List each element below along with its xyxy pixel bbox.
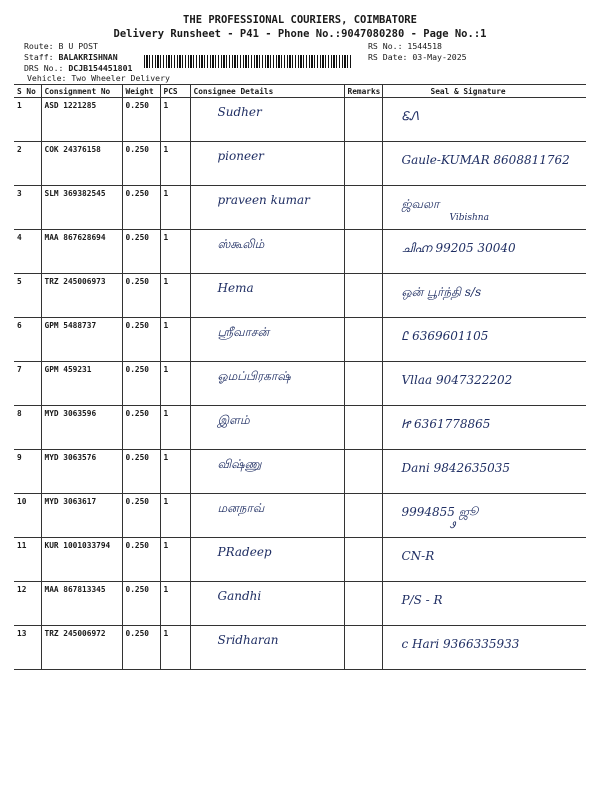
cell-signature bbox=[382, 538, 586, 582]
cell-remarks bbox=[344, 186, 382, 230]
cell-sno: 1 bbox=[14, 98, 41, 142]
cell-remarks bbox=[344, 538, 382, 582]
cell-weight: 0.250 bbox=[122, 230, 160, 274]
cell-consignee bbox=[190, 538, 344, 582]
table-row bbox=[14, 538, 586, 582]
signature-handwriting: Dani 9842635035 bbox=[401, 461, 511, 475]
cell-consignment: KUR 1001033794 bbox=[41, 538, 122, 582]
cell-signature bbox=[382, 186, 586, 230]
cell-weight: 0.250 bbox=[122, 406, 160, 450]
cell-sno: 8 bbox=[14, 406, 41, 450]
cell-remarks bbox=[344, 142, 382, 186]
cell-remarks bbox=[344, 230, 382, 274]
table-header-row bbox=[14, 85, 586, 98]
cell-sno: 3 bbox=[14, 186, 41, 230]
col-seal: Seal & Signature bbox=[382, 85, 586, 98]
cell-remarks bbox=[344, 274, 382, 318]
cell-signature bbox=[382, 450, 586, 494]
consignee-handwriting: ஓமப்பிரகாஷ் bbox=[217, 369, 291, 383]
col-pcs: PCS bbox=[160, 85, 190, 98]
cell-consignment: MYD 3063617 bbox=[41, 494, 122, 538]
cell-remarks bbox=[344, 362, 382, 406]
cell-signature bbox=[382, 362, 586, 406]
runsheet-table bbox=[14, 84, 586, 670]
consignee-handwriting: pioneer bbox=[217, 149, 264, 163]
cell-consignment: COK 24376158 bbox=[41, 142, 122, 186]
col-sno: S No bbox=[14, 85, 41, 98]
table-row bbox=[14, 230, 586, 274]
cell-consignment: MYD 3063596 bbox=[41, 406, 122, 450]
cell-sno: 11 bbox=[14, 538, 41, 582]
cell-consignee bbox=[190, 318, 344, 362]
signature-handwriting: ᏋᏁ bbox=[401, 109, 420, 123]
cell-consignee bbox=[190, 406, 344, 450]
cell-sno: 2 bbox=[14, 142, 41, 186]
signature-note: Ꮽ bbox=[449, 521, 456, 531]
cell-consignment: ASD 1221285 bbox=[41, 98, 122, 142]
cell-consignment: MYD 3063576 bbox=[41, 450, 122, 494]
cell-sno: 4 bbox=[14, 230, 41, 274]
cell-sno: 12 bbox=[14, 582, 41, 626]
cell-sno: 9 bbox=[14, 450, 41, 494]
cell-pcs: 1 bbox=[160, 582, 190, 626]
consignee-handwriting: Sudher bbox=[217, 105, 262, 119]
cell-weight: 0.250 bbox=[122, 538, 160, 582]
signature-handwriting: c Hari 9366335933 bbox=[401, 637, 520, 651]
cell-consignee bbox=[190, 626, 344, 670]
consignee-handwriting: இளம் bbox=[217, 413, 250, 427]
cell-weight: 0.250 bbox=[122, 98, 160, 142]
cell-signature bbox=[382, 582, 586, 626]
cell-weight: 0.250 bbox=[122, 626, 160, 670]
table-row bbox=[14, 494, 586, 538]
cell-sno: 7 bbox=[14, 362, 41, 406]
cell-signature bbox=[382, 230, 586, 274]
cell-consignee bbox=[190, 98, 344, 142]
cell-remarks bbox=[344, 582, 382, 626]
cell-consignment: TRZ 245006972 bbox=[41, 626, 122, 670]
cell-signature bbox=[382, 406, 586, 450]
cell-weight: 0.250 bbox=[122, 582, 160, 626]
signature-handwriting: ஒன் பூர்ந்தி s/s bbox=[401, 285, 482, 299]
table-row bbox=[14, 582, 586, 626]
consignee-handwriting: விஷ்ணு bbox=[217, 457, 262, 471]
cell-pcs: 1 bbox=[160, 406, 190, 450]
table-row bbox=[14, 186, 586, 230]
rs-date: RS Date: 03-May-2025 bbox=[368, 52, 467, 62]
cell-weight: 0.250 bbox=[122, 362, 160, 406]
cell-consignee bbox=[190, 450, 344, 494]
cell-pcs: 1 bbox=[160, 362, 190, 406]
cell-sno: 10 bbox=[14, 494, 41, 538]
staff-line bbox=[24, 52, 118, 62]
rs-number: RS No.: 1544518 bbox=[368, 41, 442, 51]
table-row bbox=[14, 98, 586, 142]
cell-consignee bbox=[190, 186, 344, 230]
signature-note: Vibishna bbox=[449, 213, 489, 223]
cell-weight: 0.250 bbox=[122, 494, 160, 538]
col-remarks: Remarks bbox=[344, 85, 382, 98]
table-row bbox=[14, 318, 586, 362]
cell-weight: 0.250 bbox=[122, 186, 160, 230]
cell-consignment: TRZ 245006973 bbox=[41, 274, 122, 318]
staff-label: Staff: bbox=[24, 52, 59, 62]
cell-consignment: GPM 5488737 bbox=[41, 318, 122, 362]
table-row bbox=[14, 142, 586, 186]
cell-weight: 0.250 bbox=[122, 142, 160, 186]
table-row bbox=[14, 406, 586, 450]
consignee-handwriting: praveen kumar bbox=[217, 193, 310, 207]
table-row bbox=[14, 362, 586, 406]
cell-pcs: 1 bbox=[160, 318, 190, 362]
cell-consignment: SLM 369382545 bbox=[41, 186, 122, 230]
cell-consignee bbox=[190, 494, 344, 538]
cell-sno: 13 bbox=[14, 626, 41, 670]
cell-signature bbox=[382, 494, 586, 538]
cell-consignment: MAA 867628694 bbox=[41, 230, 122, 274]
consignee-handwriting: மனநாவ் bbox=[217, 501, 265, 515]
col-consignment: Consignment No bbox=[41, 85, 122, 98]
col-weight: Weight bbox=[122, 85, 160, 98]
cell-pcs: 1 bbox=[160, 538, 190, 582]
signature-handwriting: ചിഹ്ന 99205 30040 bbox=[401, 241, 516, 255]
cell-pcs: 1 bbox=[160, 626, 190, 670]
cell-pcs: 1 bbox=[160, 274, 190, 318]
cell-signature bbox=[382, 98, 586, 142]
col-consignee: Consignee Details bbox=[190, 85, 344, 98]
cell-pcs: 1 bbox=[160, 494, 190, 538]
cell-signature bbox=[382, 274, 586, 318]
cell-consignment: GPM 459231 bbox=[41, 362, 122, 406]
route-text: Route: B U POST bbox=[24, 41, 98, 51]
cell-consignee bbox=[190, 142, 344, 186]
signature-handwriting: P/S - R bbox=[401, 593, 443, 607]
cell-weight: 0.250 bbox=[122, 274, 160, 318]
cell-sno: 5 bbox=[14, 274, 41, 318]
cell-remarks bbox=[344, 494, 382, 538]
cell-pcs: 1 bbox=[160, 98, 190, 142]
cell-remarks bbox=[344, 406, 382, 450]
cell-consignment: MAA 867813345 bbox=[41, 582, 122, 626]
cell-consignee bbox=[190, 582, 344, 626]
signature-handwriting: Vllaa 9047322202 bbox=[401, 373, 513, 387]
table-row bbox=[14, 274, 586, 318]
cell-remarks bbox=[344, 450, 382, 494]
signature-handwriting: Ꮭ 6369601105 bbox=[401, 329, 489, 343]
consignee-handwriting: ஸ்கூலிம் bbox=[217, 237, 265, 251]
signature-handwriting: Gaule-KUMAR 8608811762 bbox=[401, 153, 570, 167]
cell-consignee bbox=[190, 362, 344, 406]
cell-pcs: 1 bbox=[160, 186, 190, 230]
drs-line bbox=[24, 63, 132, 73]
consignee-handwriting: Sridharan bbox=[217, 633, 279, 647]
signature-handwriting: CN-R bbox=[401, 549, 435, 563]
cell-remarks bbox=[344, 98, 382, 142]
drs-barcode bbox=[144, 55, 352, 68]
consignee-handwriting: PRadeep bbox=[217, 545, 272, 559]
consignee-handwriting: ஸ்ரீவாசன் bbox=[217, 325, 270, 339]
vehicle-text: Vehicle: Two Wheeler Delivery bbox=[27, 73, 170, 83]
cell-sno: 6 bbox=[14, 318, 41, 362]
table-row bbox=[14, 626, 586, 670]
cell-pcs: 1 bbox=[160, 230, 190, 274]
cell-remarks bbox=[344, 318, 382, 362]
cell-pcs: 1 bbox=[160, 142, 190, 186]
cell-signature bbox=[382, 626, 586, 670]
cell-pcs: 1 bbox=[160, 450, 190, 494]
cell-remarks bbox=[344, 626, 382, 670]
signature-handwriting: 9994855 ஜூ bbox=[401, 505, 478, 519]
signature-handwriting: ஜ்வலா bbox=[401, 197, 440, 211]
signature-handwriting: Ꮵ 6361778865 bbox=[401, 417, 491, 431]
cell-signature bbox=[382, 142, 586, 186]
drs-label: DRS No.: bbox=[24, 63, 69, 73]
drs-number: DCJB154451801 bbox=[68, 63, 133, 73]
cell-weight: 0.250 bbox=[122, 318, 160, 362]
table-row bbox=[14, 450, 586, 494]
company-title: THE PROFESSIONAL COURIERS, COIMBATORE bbox=[183, 14, 417, 26]
cell-weight: 0.250 bbox=[122, 450, 160, 494]
consignee-handwriting: Gandhi bbox=[217, 589, 262, 603]
cell-consignee bbox=[190, 230, 344, 274]
cell-consignee bbox=[190, 274, 344, 318]
consignee-handwriting: Hema bbox=[217, 281, 254, 295]
cell-signature bbox=[382, 318, 586, 362]
staff-name: BALAKRISHNAN bbox=[58, 52, 118, 62]
runsheet-subtitle: Delivery Runsheet - P41 - Phone No.:9047080280 - Page No.:1 bbox=[113, 28, 487, 40]
